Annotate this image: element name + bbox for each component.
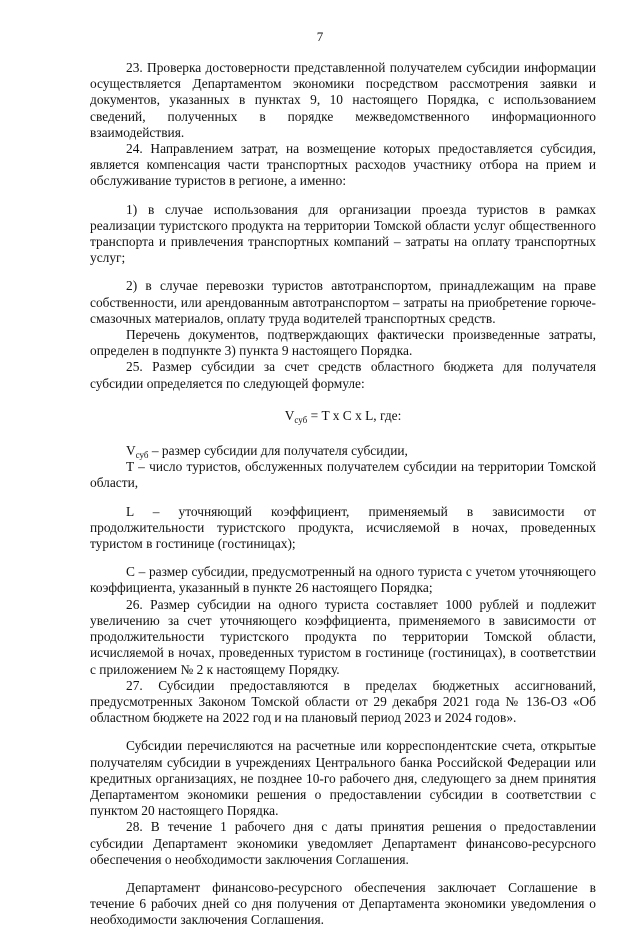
definition-t: T – число туристов, обслуженных получателем субсидии на территории Томской области, (90, 459, 596, 491)
definition-v (90, 443, 596, 459)
definition-v-text: – размер субсидии для получателя субсидии, (148, 443, 408, 459)
paragraph-24: 24. Направлением затрат, на возмещение которых предоставляется субсидия, является компенсация части транспортных расходов участнику отбора на прием и обслуживание туристов в регионе, а именно: (90, 141, 596, 189)
paragraph-27-accounts: Субсидии перечисляются на расчетные или корреспондентские счета, открытые получателям субсидии в учреждениях Центрального банка Российской Федерации или кредитных организациях, не позднее 10-го рабочего дня, следующего за днем принятия Департаментом экономики решения о предоставлении субсидии в соответствии с пунктом 20 настоящего Порядка. (90, 738, 596, 819)
formula-rhs: = T x C x L, где: (307, 407, 402, 423)
paragraph-24-documents: Перечень документов, подтверждающих фактически произведенные затраты, определен в подпункте 3) пункта 9 настоящего Порядка. (90, 327, 596, 359)
paragraph-24-item-2: 2) в случае перевозки туристов автотранспортом, принадлежащим на праве собственности, или арендованным автотранспортом – затраты на приобретение горюче-смазочных материалов, оплату труда водителей транспортных средств. (90, 278, 596, 326)
paragraph-28-agreement: Департамент финансово-ресурсного обеспечения заключает Соглашение в течение 6 рабочих дней со дня получения от Департамента экономики уведомления о необходимости заключения Соглашения. (90, 879, 596, 928)
page-number: 7 (316, 29, 324, 44)
subsidy-formula (90, 408, 596, 424)
paragraph-28: 28. В течение 1 рабочего дня с даты принятия решения о предоставлении субсидии Департамент экономики уведомляет Департамент финансово-ресурсного обеспечения о необходимости заключения Соглашения. (90, 819, 596, 867)
definition-l: L – уточняющий коэффициент, применяемый в зависимости от продолжительности туристского продукта, исчисляемой в ночах, проведенных туристом в гостинице (гостиницах); (90, 503, 596, 552)
paragraph-27: 27. Субсидии предоставляются в пределах бюджетных ассигнований, предусмотренных Законом Томской области от 29 декабря 2021 года № 136-ОЗ «Об областном бюджете на 2022 год и на плановый период 2023 и 2024 годов». (90, 677, 596, 726)
definition-c: C – размер субсидии, предусмотренный на одного туриста с учетом уточняющего коэффициента, указанный в пункте 26 настоящего Порядка; (90, 564, 596, 596)
formula-lhs-symbol: V (284, 407, 295, 423)
paragraph-25: 25. Размер субсидии за счет средств областного бюджета для получателя субсидии определяется по следующей формуле: (90, 359, 596, 391)
definition-v-symbol: $V_{суб}$ (126, 443, 149, 461)
paragraph-24-item-1: 1) в случае использования для организации проезда туристов в рамках реализации туристского продукта на территории Томской области услуг общественного транспорта и привлечения транспортных компаний – затраты на оплату транспортных услуг; (90, 201, 596, 266)
document-body (90, 60, 596, 929)
paragraph-23: 23. Проверка достоверности представленной получателем субсидии информации осуществляется Департаментом экономики посредством рассмотрения заявки и документов, указанных в пунктах 9, 10 настоящего Порядка, с использованием сведений, полученных в порядке межведомственного информационного взаимодействия. (90, 60, 596, 140)
paragraph-26: 26. Размер субсидии на одного туриста составляет 1000 рублей и подлежит увеличению за счет уточняющего коэффициента, применяемого в зависимости от продолжительности туристского продукта по территории Томской области, исчисляемой в ночах, проведенных туристом в гостинице (гостиницах), в соответствии с приложением № 2 к настоящему Порядку. (90, 596, 596, 677)
formula-lhs-subscript: суб (294, 414, 308, 425)
